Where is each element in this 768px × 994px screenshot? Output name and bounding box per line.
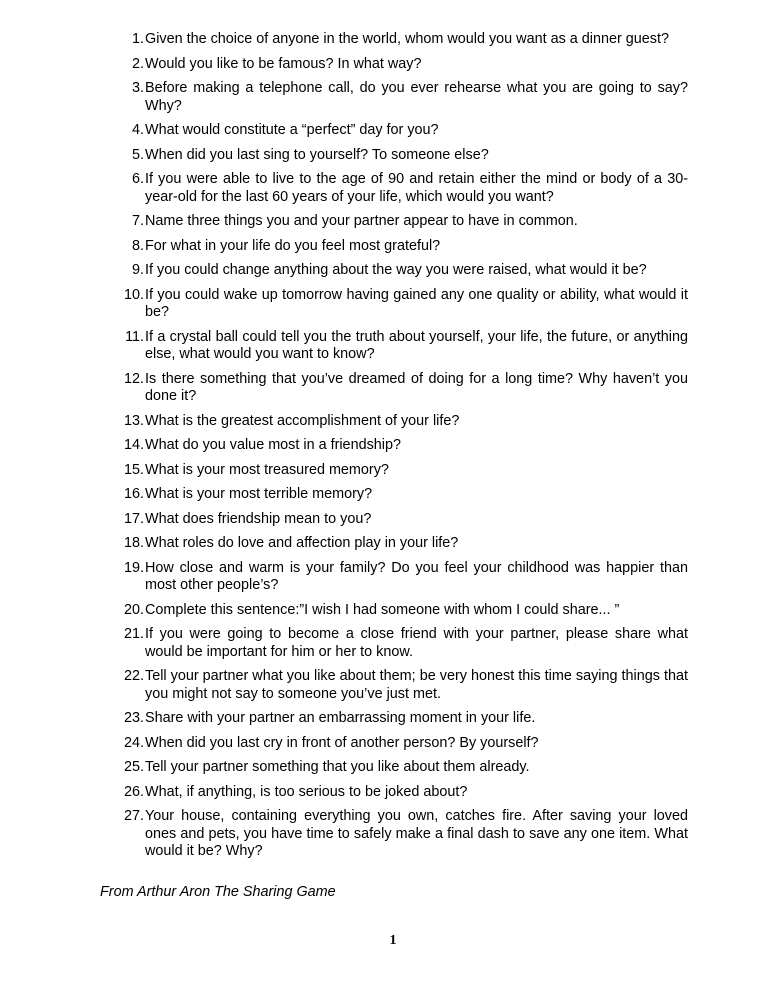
question-item bbox=[0, 329, 768, 364]
question-item bbox=[0, 808, 768, 861]
question-item bbox=[0, 784, 768, 802]
question-item bbox=[0, 735, 768, 753]
question-number: 27. bbox=[123, 808, 144, 824]
question-text: Is there something that you’ve dreamed of doing for a long time? Why haven’t you done it? bbox=[145, 370, 688, 404]
question-item bbox=[0, 262, 768, 280]
question-text: Tell your partner something that you like about them already. bbox=[145, 759, 530, 775]
question-number: 22. bbox=[123, 668, 144, 684]
question-text: Your house, containing everything you own, catches fire. After saving your loved ones and pets, you have time to safely make a final dash to save any one item. What would it be? Why? bbox=[145, 808, 688, 859]
question-item bbox=[0, 171, 768, 206]
question-text: What is the greatest accomplishment of your life? bbox=[145, 412, 460, 429]
question-text: If you could change anything about the way you were raised, what would it be? bbox=[145, 262, 647, 278]
question-text: Given the choice of anyone in the world, whom would you want as a dinner guest? bbox=[145, 31, 669, 47]
question-number: 8. bbox=[131, 237, 144, 254]
question-text: Before making a telephone call, do you ever rehearse what you are going to say? Why? bbox=[145, 80, 688, 114]
question-number: 20. bbox=[123, 601, 144, 618]
source-note: From Arthur Aron The Sharing Game bbox=[100, 884, 336, 900]
question-item bbox=[0, 462, 768, 480]
question-number: 24. bbox=[123, 734, 144, 751]
question-item bbox=[0, 602, 768, 620]
question-number: 12. bbox=[123, 370, 144, 387]
question-number: 18. bbox=[123, 535, 144, 551]
question-item bbox=[0, 287, 768, 322]
question-number: 9. bbox=[131, 262, 144, 278]
question-item bbox=[0, 147, 768, 165]
question-item bbox=[0, 626, 768, 661]
question-item bbox=[0, 560, 768, 595]
question-item bbox=[0, 486, 768, 504]
question-text: Share with your partner an embarrassing moment in your life. bbox=[145, 710, 536, 726]
question-text: When did you last cry in front of another person? By yourself? bbox=[145, 734, 539, 751]
question-text: What is your most terrible memory? bbox=[145, 486, 373, 502]
question-item bbox=[0, 413, 768, 431]
question-item bbox=[0, 511, 768, 529]
question-item bbox=[0, 56, 768, 74]
question-item bbox=[0, 437, 768, 455]
question-number: 16. bbox=[123, 486, 144, 502]
question-item bbox=[0, 213, 768, 231]
question-number: 3. bbox=[131, 80, 144, 96]
question-text: What is your most treasured memory? bbox=[145, 461, 389, 478]
page-number: 1 bbox=[389, 933, 397, 948]
question-number: 2. bbox=[131, 55, 144, 72]
question-text: For what in your life do you feel most grateful? bbox=[145, 237, 441, 254]
question-number: 13. bbox=[123, 412, 144, 429]
question-text: When did you last sing to yourself? To someone else? bbox=[145, 146, 489, 163]
question-text: If a crystal ball could tell you the truth about yourself, your life, the future, or anything else, what would you want to know? bbox=[145, 328, 688, 362]
question-number: 5. bbox=[131, 146, 144, 163]
question-number: 25. bbox=[123, 759, 144, 775]
question-text: If you were going to become a close friend with your partner, please share what would be important for him or her to know. bbox=[145, 626, 688, 660]
question-text: What would constitute a “perfect” day for you? bbox=[145, 122, 439, 138]
question-text: What, if anything, is too serious to be joked about? bbox=[145, 783, 468, 800]
question-text: What do you value most in a friendship? bbox=[145, 437, 401, 453]
question-item bbox=[0, 710, 768, 728]
question-text: If you could wake up tomorrow having gained any one quality or ability, what would it be? bbox=[145, 286, 688, 320]
question-number: 14. bbox=[123, 437, 144, 453]
question-number: 7. bbox=[131, 213, 144, 229]
question-text: What does friendship mean to you? bbox=[145, 510, 372, 527]
question-text: If you were able to live to the age of 90 and retain either the mind or body of a 30-year-old for the last 60 years of your life, which would you want? bbox=[145, 171, 688, 205]
question-item bbox=[0, 122, 768, 140]
question-item bbox=[0, 238, 768, 256]
question-item bbox=[0, 668, 768, 703]
question-number: 23. bbox=[123, 710, 144, 726]
question-number: 1. bbox=[131, 31, 144, 47]
question-item bbox=[0, 759, 768, 777]
question-text: How close and warm is your family? Do you feel your childhood was happier than most other people’s? bbox=[145, 559, 688, 593]
question-number: 26. bbox=[123, 783, 144, 800]
question-number: 11. bbox=[125, 328, 144, 345]
question-number: 19. bbox=[123, 559, 144, 576]
question-text: Would you like to be famous? In what way? bbox=[145, 55, 422, 72]
question-item bbox=[0, 371, 768, 406]
question-text: What roles do love and affection play in your life? bbox=[145, 535, 459, 551]
question-item bbox=[0, 80, 768, 115]
question-number: 4. bbox=[131, 122, 144, 138]
question-item bbox=[0, 31, 768, 49]
question-number: 6. bbox=[131, 171, 144, 187]
question-text: Name three things you and your partner appear to have in common. bbox=[145, 213, 578, 229]
question-number: 17. bbox=[123, 510, 144, 527]
question-item bbox=[0, 535, 768, 553]
question-number: 15. bbox=[123, 461, 144, 478]
question-list bbox=[0, 31, 768, 868]
question-text: Complete this sentence:”I wish I had someone with whom I could share... ” bbox=[145, 601, 620, 618]
question-text: Tell your partner what you like about them; be very honest this time saying things that you might not say to someone you’ve just met. bbox=[145, 668, 688, 702]
question-number: 21. bbox=[123, 626, 144, 642]
question-number: 10. bbox=[123, 286, 144, 303]
